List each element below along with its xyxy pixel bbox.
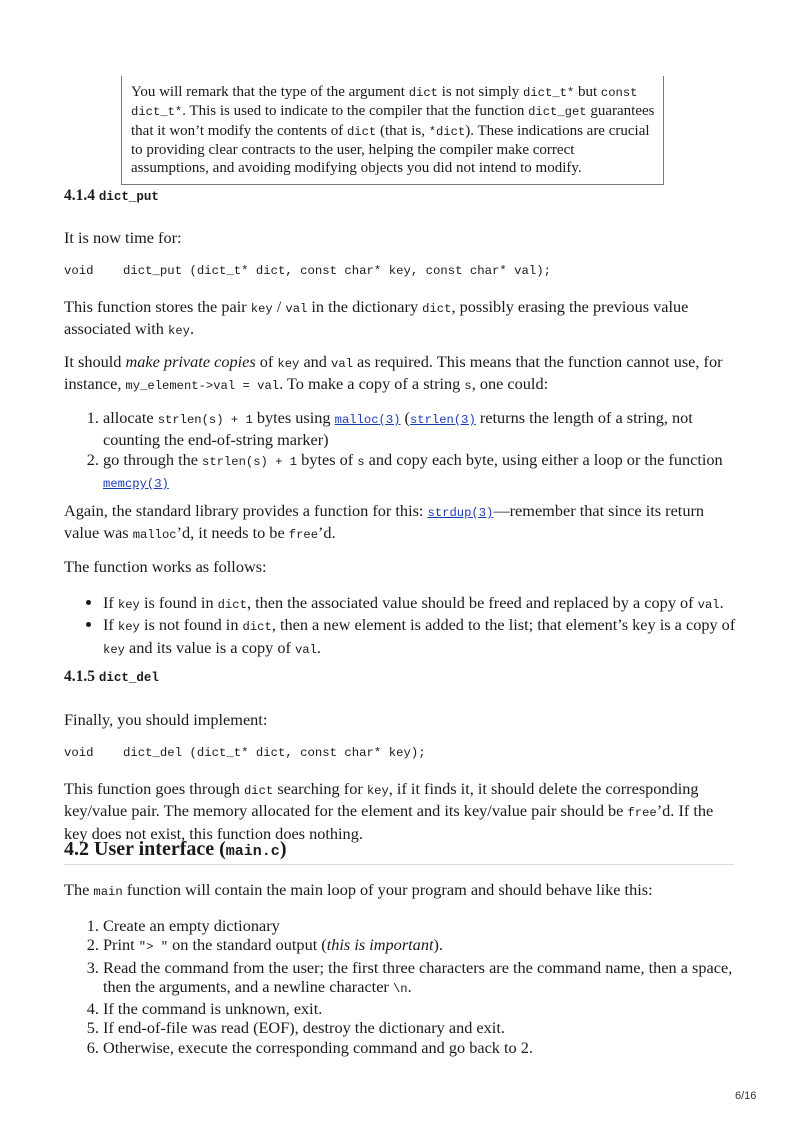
emphasis: make private copies bbox=[125, 352, 256, 371]
text: ’d. If the key does not exist, this function does nothing. bbox=[64, 801, 714, 843]
strlen-link[interactable] bbox=[410, 408, 476, 427]
inline-code: *dict bbox=[428, 124, 466, 139]
inline-code: key bbox=[117, 598, 140, 612]
memcpy-link[interactable] bbox=[103, 472, 169, 491]
inline-code: key bbox=[250, 302, 273, 316]
inline-code: free bbox=[288, 528, 319, 543]
text: , one could: bbox=[471, 374, 549, 394]
text: . bbox=[316, 637, 321, 657]
text: Read the command from the user; the first three characters are the command name, then a space, then the arguments, and a newline character bbox=[103, 957, 733, 996]
note-box bbox=[121, 76, 664, 185]
list-item bbox=[103, 450, 743, 495]
inline-code: val bbox=[331, 357, 353, 371]
list-item bbox=[103, 958, 743, 1000]
text: ’d, it needs to be bbox=[176, 523, 289, 543]
inline-code: key bbox=[277, 357, 300, 371]
text: ’d. bbox=[318, 523, 336, 543]
list-item: 4. If the command is unknown, exit. bbox=[103, 999, 743, 1018]
inline-code: strlen(s) + 1 bbox=[157, 413, 253, 427]
note-text: (that is, bbox=[376, 122, 429, 139]
inline-code: \n bbox=[392, 981, 408, 996]
inline-code: dict bbox=[217, 598, 247, 612]
code-signature-dict-put: void dict_put (dict_t* dict, const char* key, const char* val); bbox=[64, 264, 552, 278]
text: If bbox=[103, 593, 118, 612]
inline-code: dict bbox=[408, 86, 438, 100]
section-number: 4.1.4 bbox=[64, 187, 99, 204]
link-text: memcpy(3) bbox=[103, 476, 169, 491]
inline-code: main.c bbox=[225, 843, 280, 860]
paragraph: It is now time for: bbox=[64, 228, 182, 247]
text: , if it finds it, it should delete the corresponding key/value pair. The memory allocated for the element and its key/value pair should be bbox=[64, 779, 699, 821]
text: and bbox=[299, 352, 332, 371]
text: If bbox=[103, 615, 118, 635]
text: returns the length of a string, not counting the end-of-string marker) bbox=[103, 408, 693, 450]
inline-code: dict_get bbox=[528, 105, 587, 120]
inline-code: const dict_t* bbox=[131, 86, 638, 120]
text: searching for bbox=[273, 779, 367, 798]
note-text: guarantees that it won’t modify the contents of bbox=[131, 103, 655, 139]
inline-code: key bbox=[168, 324, 190, 339]
inline-code: dict bbox=[422, 302, 452, 316]
list-item bbox=[103, 408, 743, 450]
page-number: 6/16 bbox=[735, 1090, 757, 1102]
behavior-bullet-list bbox=[64, 593, 743, 660]
section-heading-dict-del bbox=[64, 668, 159, 686]
text: , possibly erasing the previous value associated with bbox=[64, 297, 689, 339]
text: on the standard output ( bbox=[168, 935, 327, 955]
list-item bbox=[103, 935, 743, 957]
text: The bbox=[64, 880, 94, 899]
note-text: ). These indications are crucial to providing clear contracts to the user, helping the compiler make correct assumptions, and avoiding modifying objects you did not intend to modify. bbox=[131, 122, 650, 177]
text: Print bbox=[103, 935, 139, 955]
section-name: dict_put bbox=[98, 190, 159, 204]
inline-code: dict bbox=[346, 124, 377, 139]
text: , then a new element is added to the list; that element’s key is a copy of bbox=[271, 615, 736, 635]
inline-code: "> " bbox=[138, 940, 169, 955]
text: , then the associated value should be freed and replaced by a copy of bbox=[246, 593, 698, 612]
text: bytes using bbox=[252, 408, 335, 427]
text: is found in bbox=[139, 593, 218, 612]
note-text: . This is used to indicate to the compiler that the function bbox=[182, 103, 529, 120]
section-number: 4.1.5 bbox=[64, 668, 99, 685]
text: . bbox=[189, 319, 195, 339]
inline-code: malloc bbox=[132, 528, 177, 543]
heading-text: ) bbox=[279, 838, 287, 860]
paragraph bbox=[64, 352, 732, 397]
text: and its value is a copy of bbox=[124, 637, 295, 657]
section-heading-dict-put bbox=[64, 187, 159, 205]
note-text: You will remark that the type of the argument bbox=[131, 84, 409, 100]
main-loop-steps-list bbox=[64, 916, 743, 1057]
text: ). bbox=[433, 935, 443, 955]
inline-code: free bbox=[627, 806, 657, 821]
link-text: strdup(3) bbox=[427, 506, 494, 520]
text: bytes of bbox=[297, 449, 358, 469]
inline-code: dict bbox=[243, 784, 274, 798]
note-text: is not simply bbox=[438, 84, 524, 100]
text: ( bbox=[400, 408, 410, 427]
paragraph: The function works as follows: bbox=[64, 557, 267, 576]
malloc-link[interactable] bbox=[335, 408, 401, 427]
inline-code: key bbox=[103, 642, 125, 657]
inline-code: key bbox=[117, 620, 140, 635]
text: This function stores the pair bbox=[64, 297, 251, 316]
paragraph bbox=[64, 779, 732, 843]
inline-code: val bbox=[697, 598, 720, 612]
inline-code: dict_t* bbox=[523, 86, 575, 100]
text: of bbox=[255, 352, 278, 371]
inline-code: dict bbox=[242, 620, 272, 635]
text: It should bbox=[64, 352, 126, 371]
paragraph bbox=[64, 501, 732, 546]
text: Again, the standard library provides a function for this: bbox=[64, 501, 428, 520]
text: . bbox=[719, 593, 724, 612]
note-text: but bbox=[574, 84, 601, 100]
link-text: malloc(3) bbox=[334, 413, 401, 427]
paragraph bbox=[64, 297, 732, 342]
text: allocate bbox=[103, 408, 158, 427]
text: is not found in bbox=[139, 615, 243, 635]
paragraph bbox=[64, 880, 732, 902]
text: go through the bbox=[103, 449, 203, 469]
inline-code: my_element->val = val bbox=[125, 379, 280, 394]
text: function will contain the main loop of your program and should behave like this: bbox=[122, 880, 653, 899]
list-item: 6. Otherwise, execute the corresponding command and go back to 2. bbox=[103, 1038, 743, 1057]
inline-code: val bbox=[294, 642, 317, 657]
text: / bbox=[272, 297, 286, 316]
text: . To make a copy of a string bbox=[279, 374, 465, 394]
text: and copy each byte, using either a loop or the function bbox=[364, 449, 723, 469]
list-item: 5. If end-of-file was read (EOF), destroy the dictionary and exit. bbox=[103, 1018, 743, 1037]
inline-code: strlen(s) + 1 bbox=[202, 454, 298, 469]
list-item bbox=[103, 615, 743, 660]
section-name: dict_del bbox=[98, 671, 159, 685]
text: . bbox=[407, 976, 412, 996]
inline-code: s bbox=[464, 379, 472, 394]
text: as required. This means that the function cannot use, for instance, bbox=[64, 352, 723, 394]
paragraph: Finally, you should implement: bbox=[64, 710, 268, 729]
link-text: strlen(3) bbox=[409, 413, 476, 427]
heading-text: 4.2 User interface ( bbox=[64, 838, 226, 860]
inline-code: key bbox=[366, 784, 389, 798]
inline-code: main bbox=[93, 885, 123, 899]
section-heading-user-interface bbox=[64, 838, 734, 865]
inline-code: val bbox=[285, 302, 308, 316]
text: —remember that since its return value was bbox=[64, 501, 705, 543]
text: in the dictionary bbox=[307, 297, 423, 316]
text: This function goes through bbox=[64, 779, 244, 798]
list-item: 1. Create an empty dictionary bbox=[103, 916, 743, 935]
inline-code: s bbox=[357, 454, 365, 469]
strdup-link[interactable] bbox=[428, 501, 494, 520]
list-item bbox=[103, 593, 743, 615]
copy-steps-list bbox=[64, 408, 743, 494]
emphasis: this is important bbox=[326, 935, 434, 955]
code-signature-dict-del: void dict_del (dict_t* dict, const char* key); bbox=[64, 746, 426, 760]
